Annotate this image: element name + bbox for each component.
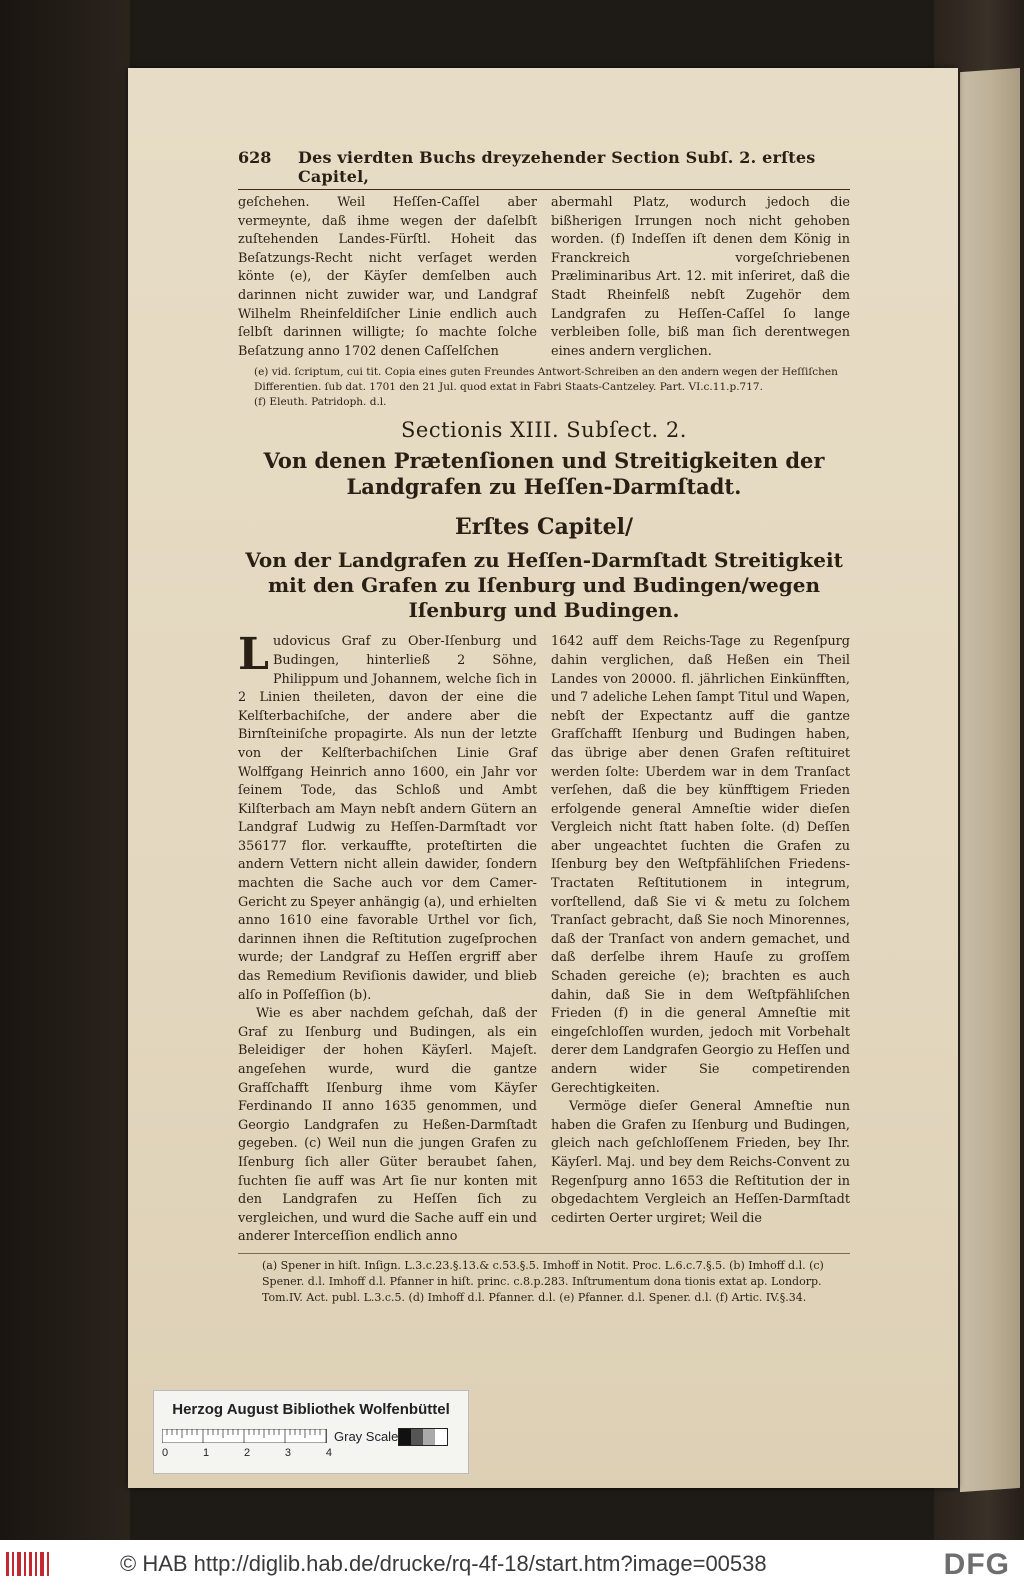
gray-swatch-black [399, 1429, 411, 1445]
gray-scale-swatches [398, 1428, 448, 1446]
source-url-link[interactable]: © HAB http://diglib.hab.de/drucke/rq-4f-18/start.htm?image=00538 [120, 1551, 767, 1576]
gray-swatch-dark [411, 1429, 423, 1445]
ruler-number-2: 2 [243, 1447, 251, 1459]
section-title: Von denen Prætenſionen und Streitigkeiten der Landgrafen zu Heſſen-Darmſtadt. [263, 448, 825, 500]
top-notes [238, 365, 850, 410]
chapter-title: Von der Landgrafen zu Heſſen-Darmſtadt Streitigkeit mit den Grafen zu Iſenburg und Budingen/wegen Iſenburg und Budingen. [245, 548, 843, 623]
footnotes [238, 1253, 850, 1306]
body-left-paragraph-2: Wie es aber nachdem geſchah, daß der Graf zu Iſenburg und Budingen, als ein Beleidiger der hohen Käyſerl. Majeſt. angeſehen wurde, wurd die gantze Grafſchafft Iſenburg ihme vom Käyſer Ferdinando II anno 1635 genommen, und Georgio Landgrafen zu Heßen-Darmſtadt gegeben. (c) Weil nun die jungen Grafen zu Iſenburg ſich aller Güter beraubet ſahen, ſuchten ſie auff was Art ſie nur konten mit den Landgrafen zu Heſſen ſich zu vergleichen, und wurd die Sache auff ein und anderer Interceſſion endlich anno [238, 1006, 537, 1245]
gray-swatch-light [423, 1429, 435, 1445]
top-right-text: abermahl Platz, wodurch jedoch die bißherigen Irrungen noch nicht gehoben worden. (f) Indeſſen iſt denen dem König in Franckreich vorgeſchriebenen Præliminaribus Art. 12. mit inſeriret, daß die Stadt Rheinfelß nebſt Zugehör dem Landgrafen zu Heſſen-Caſſel ſo lange verbleiben ſolle, biß man ſich derentwegen eines andern verglichen. [551, 195, 850, 359]
measurement-ruler [162, 1429, 327, 1443]
library-label-title: Herzog August Bibliothek Wolfenbüttel [172, 1401, 450, 1418]
footnote-block: (a) Spener in hiſt. Inſign. L.3.c.23.§.13.& c.53.§.5. Imhoff in Notit. Proc. L.6.c.7.§.5. (b) Imhoff d.l. (c) Spener. d.l. Imhoff d.l. Pfanner in hiſt. princ. c.8.p.283. Inſtrumentum dona tionis extat ap. Londorp. Tom.IV. Act. publ. L.3.c.5. (d) Imhoff d.l. Pfanner. d.l. (e) Pfanner. d.l. Spener. d.l. (f) Artic. IV.§.34. [262, 1258, 824, 1304]
top-note-f: (f) Eleuth. Patridoph. d.l. [254, 396, 387, 409]
ruler-numbers [162, 1447, 332, 1459]
ruler-number-3: 3 [284, 1447, 292, 1459]
section-heading: Sectionis XIII. Subſect. 2. [401, 418, 687, 443]
gray-scale-label: Gray Scale [334, 1429, 399, 1444]
chapter-heading: Erſtes Capitel/ [454, 514, 634, 541]
running-title: Des vierdten Buchs dreyzehender Section Subſ. 2. erſtes Capitel, [298, 148, 816, 186]
page-number: 628 [238, 148, 272, 167]
facing-page-edge [960, 68, 1020, 1492]
top-note-e: (e) vid. ſcriptum, cui tit. Copia eines guten Freundes Antwort-Schreiben an den andern wegen der Heſſiſchen Differentien. ſub dat. 1701 den 21 Jul. quod extat in Fabri Staats-Cantzeley. Part. VI.c.11.p.717. [254, 366, 838, 394]
top-left-column [238, 194, 537, 361]
top-columns [238, 194, 850, 361]
top-left-text: geſchehen. Weil Heſſen-Caſſel aber vermeynte, daß ihme wegen der daſelbſt zuſtehenden Landes-Fürſtl. Hoheit das Beſatzungs-Recht nicht verſaget werden könte (e), der Käyſer demſelben auch darinnen nicht zuwider war, und Landgraf Wilhelm Rheinfeldiſcher Linie endlich auch ſelbſt darinnen willigte; ſo machte ſolche Beſatzung anno 1702 denen Caſſelſchen [238, 195, 537, 359]
page-content [238, 148, 850, 1306]
drop-cap: L [238, 629, 269, 681]
viewer-footer [0, 1540, 1024, 1588]
body-left-paragraph-1 [238, 629, 537, 1005]
gray-swatch-white [435, 1429, 447, 1445]
barcode-icon [4, 1550, 52, 1578]
ruler-number-1: 1 [202, 1447, 210, 1459]
body-left-paragraph-1-text: udovicus Graf zu Ober-Iſenburg und Budingen, hinterließ 2 Söhne, Philippum und Johannem, welche ſich in 2 Linien theileten, davon der eine die Kelſterbachiſche, der andere aber die Birnſteiniſche propagirte. Als nun der letzte von der Kelſterbachiſchen Linie Graf Wolffgang Heinrich anno 1600, ein Jahr vor ſeinem Tode, das Schloß und Ambt Kilſterbach am Mayn nebſt andern Gütern an Landgraf Ludwig zu Heſſen-Darmſtadt vor 356177 flor. verkauffte, proteſtirten die andern Vettern nicht allein dawider, ſondern machten die Sache auch vor dem Camer-Gericht zu Speyer anhängig (a), und erhielten anno 1610 eine favorable Urthel vor ſich, darinnen ihnen die Reſtitution zugeſprochen wurde; der Landgraf zu Heſſen ergriff aber das Remedium Reviſionis dawider, und blieb alſo in Poſſeſſion (b). [238, 634, 537, 1003]
library-label-card [153, 1390, 469, 1474]
top-right-column [551, 194, 850, 361]
body-left-column [238, 629, 537, 1247]
body-right-column [551, 633, 850, 1247]
body-right-paragraph-1: 1642 auff dem Reichs-Tage zu Regenſpurg dahin verglichen, daß Heßen ein Theil Landes von 20000. fl. jährlichen Einkünfften, und 7 adeliche Lehen ſampt Titul und Wapen, nebſt der Expectantz auff die gantze Grafſchafft Iſenburg und Budingen haben, das übrige aber denen Grafen reſtituiret werden ſolte: Uberdem war in dem Tranſact verſehen, daß die bey künfftigem Frieden erfolgende general Amneſtie wider dieſen Vergleich nicht ſtatt haben ſolte. (d) Deſſen aber ungeachtet ſuchten die Grafen zu Iſenburg bey den Weſtpfähliſchen Friedens-Tractaten Reſtitutionem in integrum, vorſtellend, daß Sie vi & metu zu ſolchem Tranſact gebracht, daß Sie noch Minorennes, daß der Tranſact von andern gemachet, und daß derſelbe ihrem Hauſe zu groſſem Schaden gereiche (e); brachten es auch dahin, daß Sie in dem Weſtpfähliſchen Frieden (f) in die general Amneſtie mit eingeſchloſſen wurden, jedoch mit Vorbehalt derer dem Landgrafen Georgio zu Heſſen und andern wider Sie competirenden Gerechtigkeiten. [551, 634, 850, 1096]
body-columns [238, 629, 850, 1247]
scan-background-left [0, 0, 130, 1540]
ruler-number-0: 0 [162, 1447, 169, 1459]
dfg-logo: DFG [943, 1548, 1010, 1581]
ruler-number-4: 4 [325, 1447, 332, 1459]
body-right-paragraph-2: Vermöge dieſer General Amneſtie nun haben die Grafen zu Iſenburg und Budingen, gleich nach geſchloſſenem Frieden, bey Ihr. Käyſerl. Maj. und bey dem Reichs-Convent zu Regenſpurg anno 1653 die Reſtitution der in obgedachtem Vergleich an Heſſen-Darmſtadt cedirten Oerter urgiret; Weil die [551, 1099, 850, 1226]
book-page [128, 68, 958, 1488]
running-head [238, 148, 850, 190]
